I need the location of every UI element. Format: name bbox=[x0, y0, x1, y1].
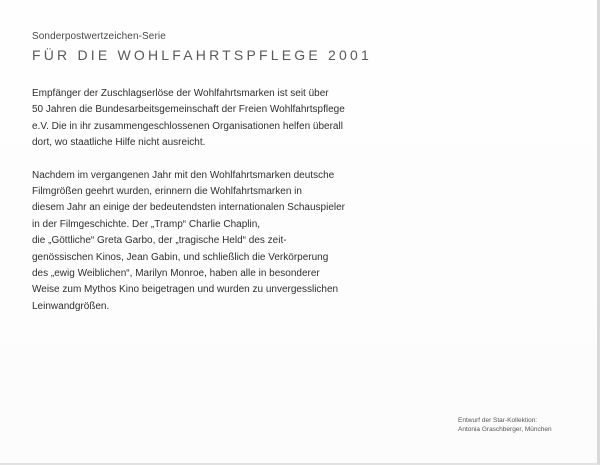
text-line: Filmgrößen geehrt wurden, erinnern die Wohlfahrtsmarken in bbox=[32, 186, 302, 198]
text-line: Nachdem im vergangenen Jahr mit den Wohlfahrtsmarken deutsche bbox=[32, 169, 335, 181]
document-body bbox=[32, 86, 402, 315]
text-line: Leinwandgrößen. bbox=[32, 300, 110, 312]
text-line: Weise zum Mythos Kino beigetragen und wurden zu unvergesslichen bbox=[32, 284, 339, 296]
document-header bbox=[32, 30, 552, 64]
text-line: Empfänger der Zuschlagserlöse der Wohlfahrtsmarken ist seit über bbox=[32, 88, 329, 99]
text-line: genössischen Kinos, Jean Gabin, und schließlich die Verkörperung bbox=[32, 251, 329, 263]
design-credit bbox=[458, 416, 570, 434]
paragraph-2 bbox=[32, 168, 402, 316]
text-line: dort, wo staatliche Hilfe nicht ausreicht. bbox=[32, 137, 206, 149]
credit-line-1: Entwurf der Star-Kollektion: bbox=[458, 417, 538, 424]
series-kicker: Sonderpostwertzeichen-Serie bbox=[32, 31, 166, 42]
text-line: die „Göttliche“ Greta Garbo, der „tragische Held“ des zeit- bbox=[32, 235, 287, 247]
series-title: FÜR DIE WOHLFAHRTSPFLEGE 2001 bbox=[32, 47, 372, 63]
text-line: diesem Jahr an einige der bedeutendsten internationalen Schauspieler bbox=[32, 202, 345, 214]
text-line: e.V. Die in ihr zusammengeschlossenen Organisationen helfen überall bbox=[32, 120, 343, 132]
text-line: des „ewig Weiblichen“, Marilyn Monroe, haben alle in besonderer bbox=[32, 268, 320, 280]
paragraph-1 bbox=[32, 86, 402, 152]
credit-line-2: Antonia Graschberger, München bbox=[458, 426, 552, 433]
text-line: in der Filmgeschichte. Der „Tramp“ Charlie Chaplin, bbox=[32, 218, 261, 230]
text-line: 50 Jahren die Bundesarbeitsgemeinschaft der Freien Wohlfahrtspflege bbox=[32, 104, 345, 116]
